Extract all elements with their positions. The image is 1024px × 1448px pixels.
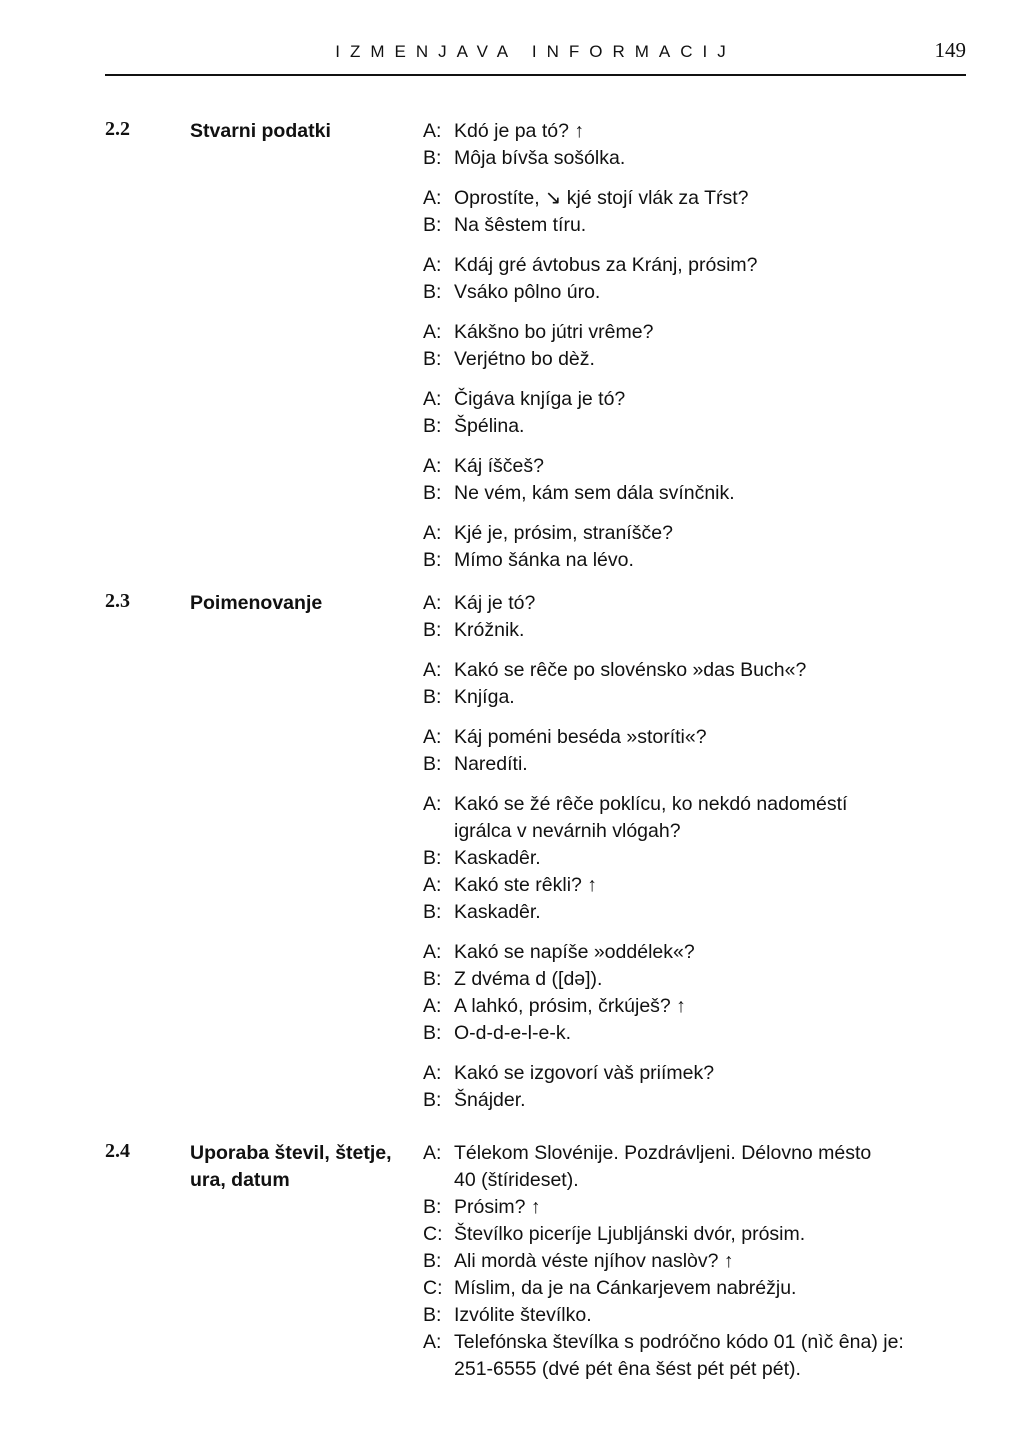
speaker-label: A: xyxy=(423,874,442,896)
utterance-text: Izvólite števílko. xyxy=(454,1304,592,1326)
running-head: IZMENJAVA INFORMACIJ xyxy=(335,42,736,61)
speaker-label: A: xyxy=(423,995,442,1017)
dialog-line xyxy=(423,145,963,172)
utterance-text: Télekom Slovénije. Pozdrávljeni. Délovno mésto xyxy=(454,1142,872,1164)
dialog-exchange xyxy=(423,939,963,1047)
speaker-label: A: xyxy=(423,941,442,963)
speaker-label: A: xyxy=(423,659,442,681)
utterance-text: Káj poméni beséda »storíti«? xyxy=(454,726,707,748)
speaker-label: B: xyxy=(423,1304,442,1326)
speaker-label: B: xyxy=(423,1089,442,1111)
speaker-label: A: xyxy=(423,187,442,209)
speaker-label: A: xyxy=(423,1142,442,1164)
utterance-text: Kjé je, prósim, straníšče? xyxy=(454,522,673,544)
page-number: 149 xyxy=(934,38,966,62)
speaker-label: A: xyxy=(423,455,442,477)
speaker-label: A: xyxy=(423,1062,442,1084)
utterance-text: Kakó se napíše »oddélek«? xyxy=(454,941,695,963)
utterance-text: Kakó se žé rêče poklícu, ko nekdó nadoméstí xyxy=(454,793,848,815)
dialog-line xyxy=(423,939,963,966)
dialog-line xyxy=(423,453,963,480)
utterance-text: Kakó se rêče po slovénsko »das Buch«? xyxy=(454,659,807,681)
utterance-text: Na šêstem tíru. xyxy=(454,214,587,236)
dialog-exchange xyxy=(423,319,963,373)
dialog-line xyxy=(423,1221,963,1248)
speaker-label: A: xyxy=(423,793,442,815)
dialog-line xyxy=(423,751,963,778)
dialog-line xyxy=(423,346,963,373)
dialog-exchange xyxy=(423,520,963,574)
utterance-text: Prósim? ↑ xyxy=(454,1196,541,1218)
utterance-text: O-d-d-e-l-e-k. xyxy=(454,1022,572,1044)
dialog-line xyxy=(423,590,963,617)
speaker-label: B: xyxy=(423,1250,442,1272)
dialog-line xyxy=(423,520,963,547)
dialog-line xyxy=(423,617,963,644)
dialog-exchange xyxy=(423,453,963,507)
utterance-text: Kakó se izgovorí vàš priímek? xyxy=(454,1062,715,1084)
speaker-label: B: xyxy=(423,482,442,504)
speaker-label: B: xyxy=(423,619,442,641)
dialog-line xyxy=(423,279,963,306)
utterance-text: Knjíga. xyxy=(454,686,515,708)
section-title: Poimenovanje xyxy=(190,592,323,614)
speaker-label: B: xyxy=(423,901,442,923)
dialog-line xyxy=(423,547,963,574)
section-title: Uporaba števil, štetje, ura, datum xyxy=(190,1142,392,1191)
utterance-continuation: igrálca v nevárnih vlógah? xyxy=(454,820,681,842)
speaker-label: A: xyxy=(423,120,442,142)
dialog-line xyxy=(423,1248,963,1275)
speaker-label: A: xyxy=(423,254,442,276)
dialog-exchange xyxy=(423,590,963,644)
utterance-text: Vsáko pôlno úro. xyxy=(454,281,601,303)
speaker-label: B: xyxy=(423,214,442,236)
dialog-line xyxy=(423,899,963,926)
dialog-exchange xyxy=(423,657,963,711)
dialog-line xyxy=(423,993,963,1020)
dialog-line xyxy=(423,724,963,751)
dialog-list xyxy=(423,1140,963,1396)
dialog-exchange xyxy=(423,1060,963,1114)
utterance-text: Telefónska števílka s podróčno kódo 01 (nìč êna) je: xyxy=(454,1331,904,1353)
utterance-text: Mímo šánka na lévo. xyxy=(454,549,634,571)
utterance-text: Ne vém, kám sem dála svínčnik. xyxy=(454,482,735,504)
dialog-list xyxy=(423,118,963,587)
dialog-line xyxy=(423,657,963,684)
dialog-line xyxy=(423,185,963,212)
utterance-text: Kaskadêr. xyxy=(454,901,541,923)
speaker-label: B: xyxy=(423,147,442,169)
utterance-text: Šnájder. xyxy=(454,1089,526,1111)
utterance-text: Króžnik. xyxy=(454,619,525,641)
utterance-text: Špélina. xyxy=(454,415,525,437)
dialog-line xyxy=(423,966,963,993)
speaker-label: B: xyxy=(423,415,442,437)
dialog-exchange xyxy=(423,724,963,778)
speaker-label: C: xyxy=(423,1223,443,1245)
speaker-label: A: xyxy=(423,592,442,614)
utterance-text: Z dvéma d ([də]). xyxy=(454,968,603,990)
dialog-line xyxy=(423,1302,963,1329)
utterance-text: Števílko piceríje Ljubljánski dvór, prósim. xyxy=(454,1223,806,1245)
dialog-line xyxy=(423,252,963,279)
dialog-line xyxy=(423,386,963,413)
dialog-exchange xyxy=(423,252,963,306)
section-number: 2.2 xyxy=(105,118,130,140)
page-header xyxy=(105,38,966,76)
utterance-text: Čigáva knjíga je tó? xyxy=(454,388,626,410)
dialog-line xyxy=(423,791,963,845)
dialog-line xyxy=(423,1140,963,1194)
utterance-text: A lahkó, prósim, črkúješ? ↑ xyxy=(454,995,686,1017)
utterance-text: Kdó je pa tó? ↑ xyxy=(454,120,585,142)
dialog-list xyxy=(423,590,963,1127)
dialog-line xyxy=(423,480,963,507)
dialog-line xyxy=(423,1275,963,1302)
dialog-exchange xyxy=(423,386,963,440)
utterance-text: Verjétno bo dèž. xyxy=(454,348,595,370)
utterance-text: Kaskadêr. xyxy=(454,847,541,869)
dialog-exchange xyxy=(423,118,963,172)
speaker-label: B: xyxy=(423,281,442,303)
speaker-label: A: xyxy=(423,726,442,748)
speaker-label: A: xyxy=(423,1331,442,1353)
utterance-continuation: 40 (štírideset). xyxy=(454,1169,579,1191)
utterance-text: Kdáj gré ávtobus za Kránj, prósim? xyxy=(454,254,758,276)
section-number: 2.4 xyxy=(105,1140,130,1162)
utterance-text: Káj íščeš? xyxy=(454,455,544,477)
speaker-label: A: xyxy=(423,388,442,410)
speaker-label: B: xyxy=(423,1022,442,1044)
dialog-line xyxy=(423,118,963,145)
utterance-text: Ali mordà véste njíhov naslòv? ↑ xyxy=(454,1250,734,1272)
utterance-text: Naredíti. xyxy=(454,753,528,775)
speaker-label: B: xyxy=(423,753,442,775)
dialog-exchange xyxy=(423,1140,963,1383)
dialog-line xyxy=(423,212,963,239)
speaker-label: B: xyxy=(423,549,442,571)
dialog-line xyxy=(423,872,963,899)
dialog-line xyxy=(423,413,963,440)
dialog-line xyxy=(423,1194,963,1221)
dialog-exchange xyxy=(423,791,963,926)
speaker-label: B: xyxy=(423,968,442,990)
dialog-line xyxy=(423,1329,963,1383)
dialog-line xyxy=(423,1087,963,1114)
speaker-label: B: xyxy=(423,348,442,370)
speaker-label: C: xyxy=(423,1277,443,1299)
dialog-line xyxy=(423,684,963,711)
utterance-continuation: 251-6555 (dvé pét êna šést pét pét pét). xyxy=(454,1358,801,1380)
utterance-text: Káj je tó? xyxy=(454,592,536,614)
dialog-exchange xyxy=(423,185,963,239)
section-title: Stvarni podatki xyxy=(190,120,331,142)
speaker-label: A: xyxy=(423,321,442,343)
dialog-line xyxy=(423,319,963,346)
dialog-line xyxy=(423,1020,963,1047)
utterance-text: Kakó ste rêkli? ↑ xyxy=(454,874,598,896)
section-number: 2.3 xyxy=(105,590,130,612)
utterance-text: Oprostíte, ↘ kjé stojí vlák za Tŕst? xyxy=(454,187,749,209)
dialog-line xyxy=(423,845,963,872)
speaker-label: B: xyxy=(423,847,442,869)
utterance-text: Môja bívša sošólka. xyxy=(454,147,626,169)
utterance-text: Míslim, da je na Cánkarjevem nabréžju. xyxy=(454,1277,797,1299)
dialog-line xyxy=(423,1060,963,1087)
speaker-label: B: xyxy=(423,686,442,708)
speaker-label: B: xyxy=(423,1196,442,1218)
speaker-label: A: xyxy=(423,522,442,544)
utterance-text: Kákšno bo jútri vrême? xyxy=(454,321,654,343)
